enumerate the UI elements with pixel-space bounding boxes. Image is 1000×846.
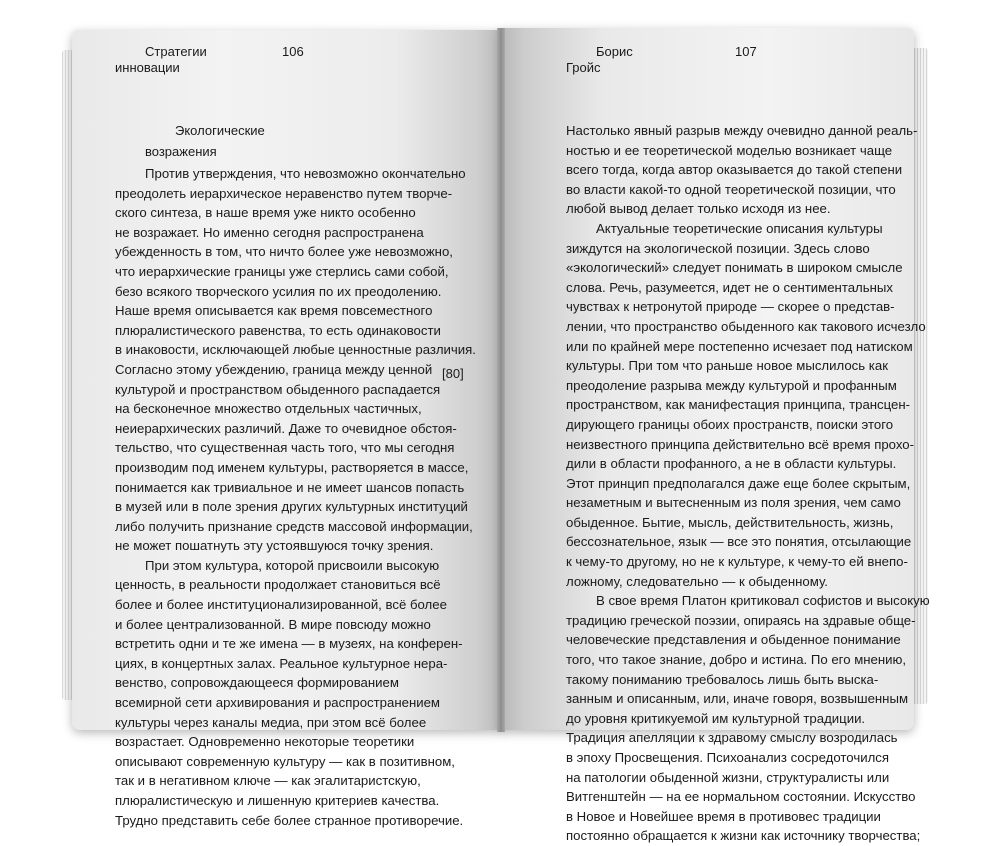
text-line: постоянно обращается к жизни как источнику творчества; [566,828,921,844]
text-line: культурой и пространством обыденного распадается [115,381,441,397]
text-line: к чему-то другому, но не к культуре, к чему-то ей внепо- [566,554,908,570]
text-line: так и в негативном ключе — как эгалитаристскую, [115,773,421,789]
left-page-body [115,164,476,830]
text-line: неизвестного принципа действительно всё время прохо- [566,436,915,452]
right-running-header [566,44,633,76]
text-line: Этот принцип предполагался даже еще более скрытым, [566,475,911,491]
text-line: дирующего границы обоих пространств, поиски этого [566,416,894,432]
text-line: традицию греческой поэзии, опираясь на здравые обще- [566,612,916,628]
text-line: Традиция апелляции к здравому смыслу возродилась [566,730,898,746]
text-line: понимается как тривиальное и не имеет шансов попасть [115,479,465,495]
text-line: человеческие представления и обыденное понимание [566,632,901,648]
text-line: возрастает. Одновременно некоторые теоретики [115,734,415,750]
header-title-line: Стратегии [145,44,207,59]
text-line: незаметным и вытесненным из поля зрения, чем само [566,495,901,511]
text-line: всемирной сети архивирования и распространением [115,695,440,711]
text-line: пространством, как манифестация принципа, трансцен- [566,397,911,413]
text-line: плюралистического равенства, то есть одинаковости [115,322,441,338]
text-line: занным и описанным, или, иначе говоря, возвышенным [566,691,909,707]
text-line: либо получить признание средств массовой информации, [115,518,473,534]
text-line: ностью и ее теоретической моделью возникает чаще [566,142,893,158]
text-line: любой вывод делает только исходя из нее. [566,201,831,217]
text-line: преодоление разрыва между культурой и профанным [566,377,897,393]
header-author-line: Гройс [566,60,601,75]
text-line: на патологии обыденной жизни, структуралисты или [566,769,890,785]
text-line: преодолеть иерархическое неравенство путем творче- [115,185,453,201]
text-line: чувствах к нетронутой природе — скорее о представ- [566,299,895,315]
text-line: безо всякого творческого усилия по их преодолению. [115,283,442,299]
text-line: во власти какой-то одной теоретической позиции, что [566,181,896,197]
left-page-number: 106 [282,44,304,59]
text-line: бессознательное, язык — все это понятия, отсылающие [566,534,912,550]
text-line: на бесконечное множество отдельных частичных, [115,401,422,417]
text-line: «экологический» следует понимать в широком смысле [566,260,903,276]
text-line: лении, что пространство обыденного как такового исчезло [566,318,926,334]
text-line: описывают современную культуру — как в позитивном, [115,753,455,769]
right-page-number: 107 [735,44,757,59]
section-title-line: возражения [145,144,217,159]
text-line: Настолько явный разрыв между очевидно данной реаль- [566,123,918,138]
text-line: в Новое и Новейшее время в противовес традиции [566,808,881,824]
right-page-body [566,121,930,846]
section-title-line: Экологические [175,123,265,138]
text-line: Трудно представить себе более странное противоречие. [115,812,464,828]
left-running-header [115,44,207,76]
header-title-line: инновации [115,60,180,75]
text-line: более и более институционализированной, всё более [115,597,447,613]
book-gutter [497,28,505,732]
text-line: того, что такое знание, добро и истина. По его мнению, [566,652,907,668]
text-line: Актуальные теоретические описания культуры [596,220,883,236]
text-line: не может пошатнуть эту устоявшуюся точку зрения. [115,538,434,554]
text-line: культуры через каналы медиа, при этом всё более [115,714,427,730]
text-line: плюралистическую и лишенную критериев качества. [115,793,440,808]
text-line: культуры. При том что раньше новое мыслилось как [566,358,888,374]
section-title [145,120,345,162]
text-line: ского синтеза, в наше время уже никто особенно [115,205,416,221]
text-line: Согласно этому убеждению, граница между ценной [115,361,433,377]
text-line: и более централизованной. В мире повсюду можно [115,616,431,632]
text-line: до уровня критикуемой им культурной традиции. [566,710,866,726]
text-line: Наше время описывается как время повсеместного [115,303,433,319]
text-line: в эпоху Просвещения. Психоанализ сосредоточился [566,750,889,765]
text-line: В свое время Платон критиковал софистов и высокую [596,593,930,609]
text-line: зиждутся на экологической позиции. Здесь слово [566,240,870,256]
margin-page-reference: [80] [442,366,464,381]
text-line: или по крайней мере постепенно исчезает под натиском [566,338,913,354]
header-author-line: Борис [596,44,633,59]
text-line: При этом культура, которой присвоили высокую [145,557,440,573]
text-line: встретить одни и те же имена — в музеях, на конферен- [115,636,463,652]
text-line: ценность, в реальности продолжает становиться всё [115,577,441,593]
text-line: производим под именем культуры, растворяется в массе, [115,459,469,475]
text-line: не возражает. Но именно сегодня распространена [115,224,424,240]
text-line: всего тогда, когда автор оказывается до такой степени [566,162,903,178]
text-line: дили в области профанного, а не в области культуры. [566,456,897,472]
text-line: венство, сопровождающееся формированием [115,675,399,691]
text-line: обыденное. Бытие, мысль, действительность, жизнь, [566,514,894,530]
text-line: тельство, что существенная часть того, что мы сегодня [115,440,455,456]
text-line: неиерархических различий. Даже то очевидное обстоя- [115,420,457,436]
text-line: слова. Речь, разумеется, идет не о сентиментальных [566,279,893,295]
text-line: ложному, следовательно — к обыденному. [566,573,828,589]
text-line: в музей или в поле зрения других культурных институций [115,499,468,515]
text-line: циях, в концертных залах. Реальное культурное нера- [115,655,448,671]
text-line: такому пониманию требовалось лишь быть выска- [566,671,879,687]
text-line: в инаковости, исключающей любые ценностные различия. [115,342,476,358]
text-line: убежденность в том, что ничто более уже невозможно, [115,244,453,260]
text-line: Против утверждения, что невозможно окончательно [145,166,466,181]
text-line: Витгенштейн — на ее нормальном состоянии. Искусство [566,789,916,805]
text-line: что иерархические границы уже стерлись сами собой, [115,263,449,279]
